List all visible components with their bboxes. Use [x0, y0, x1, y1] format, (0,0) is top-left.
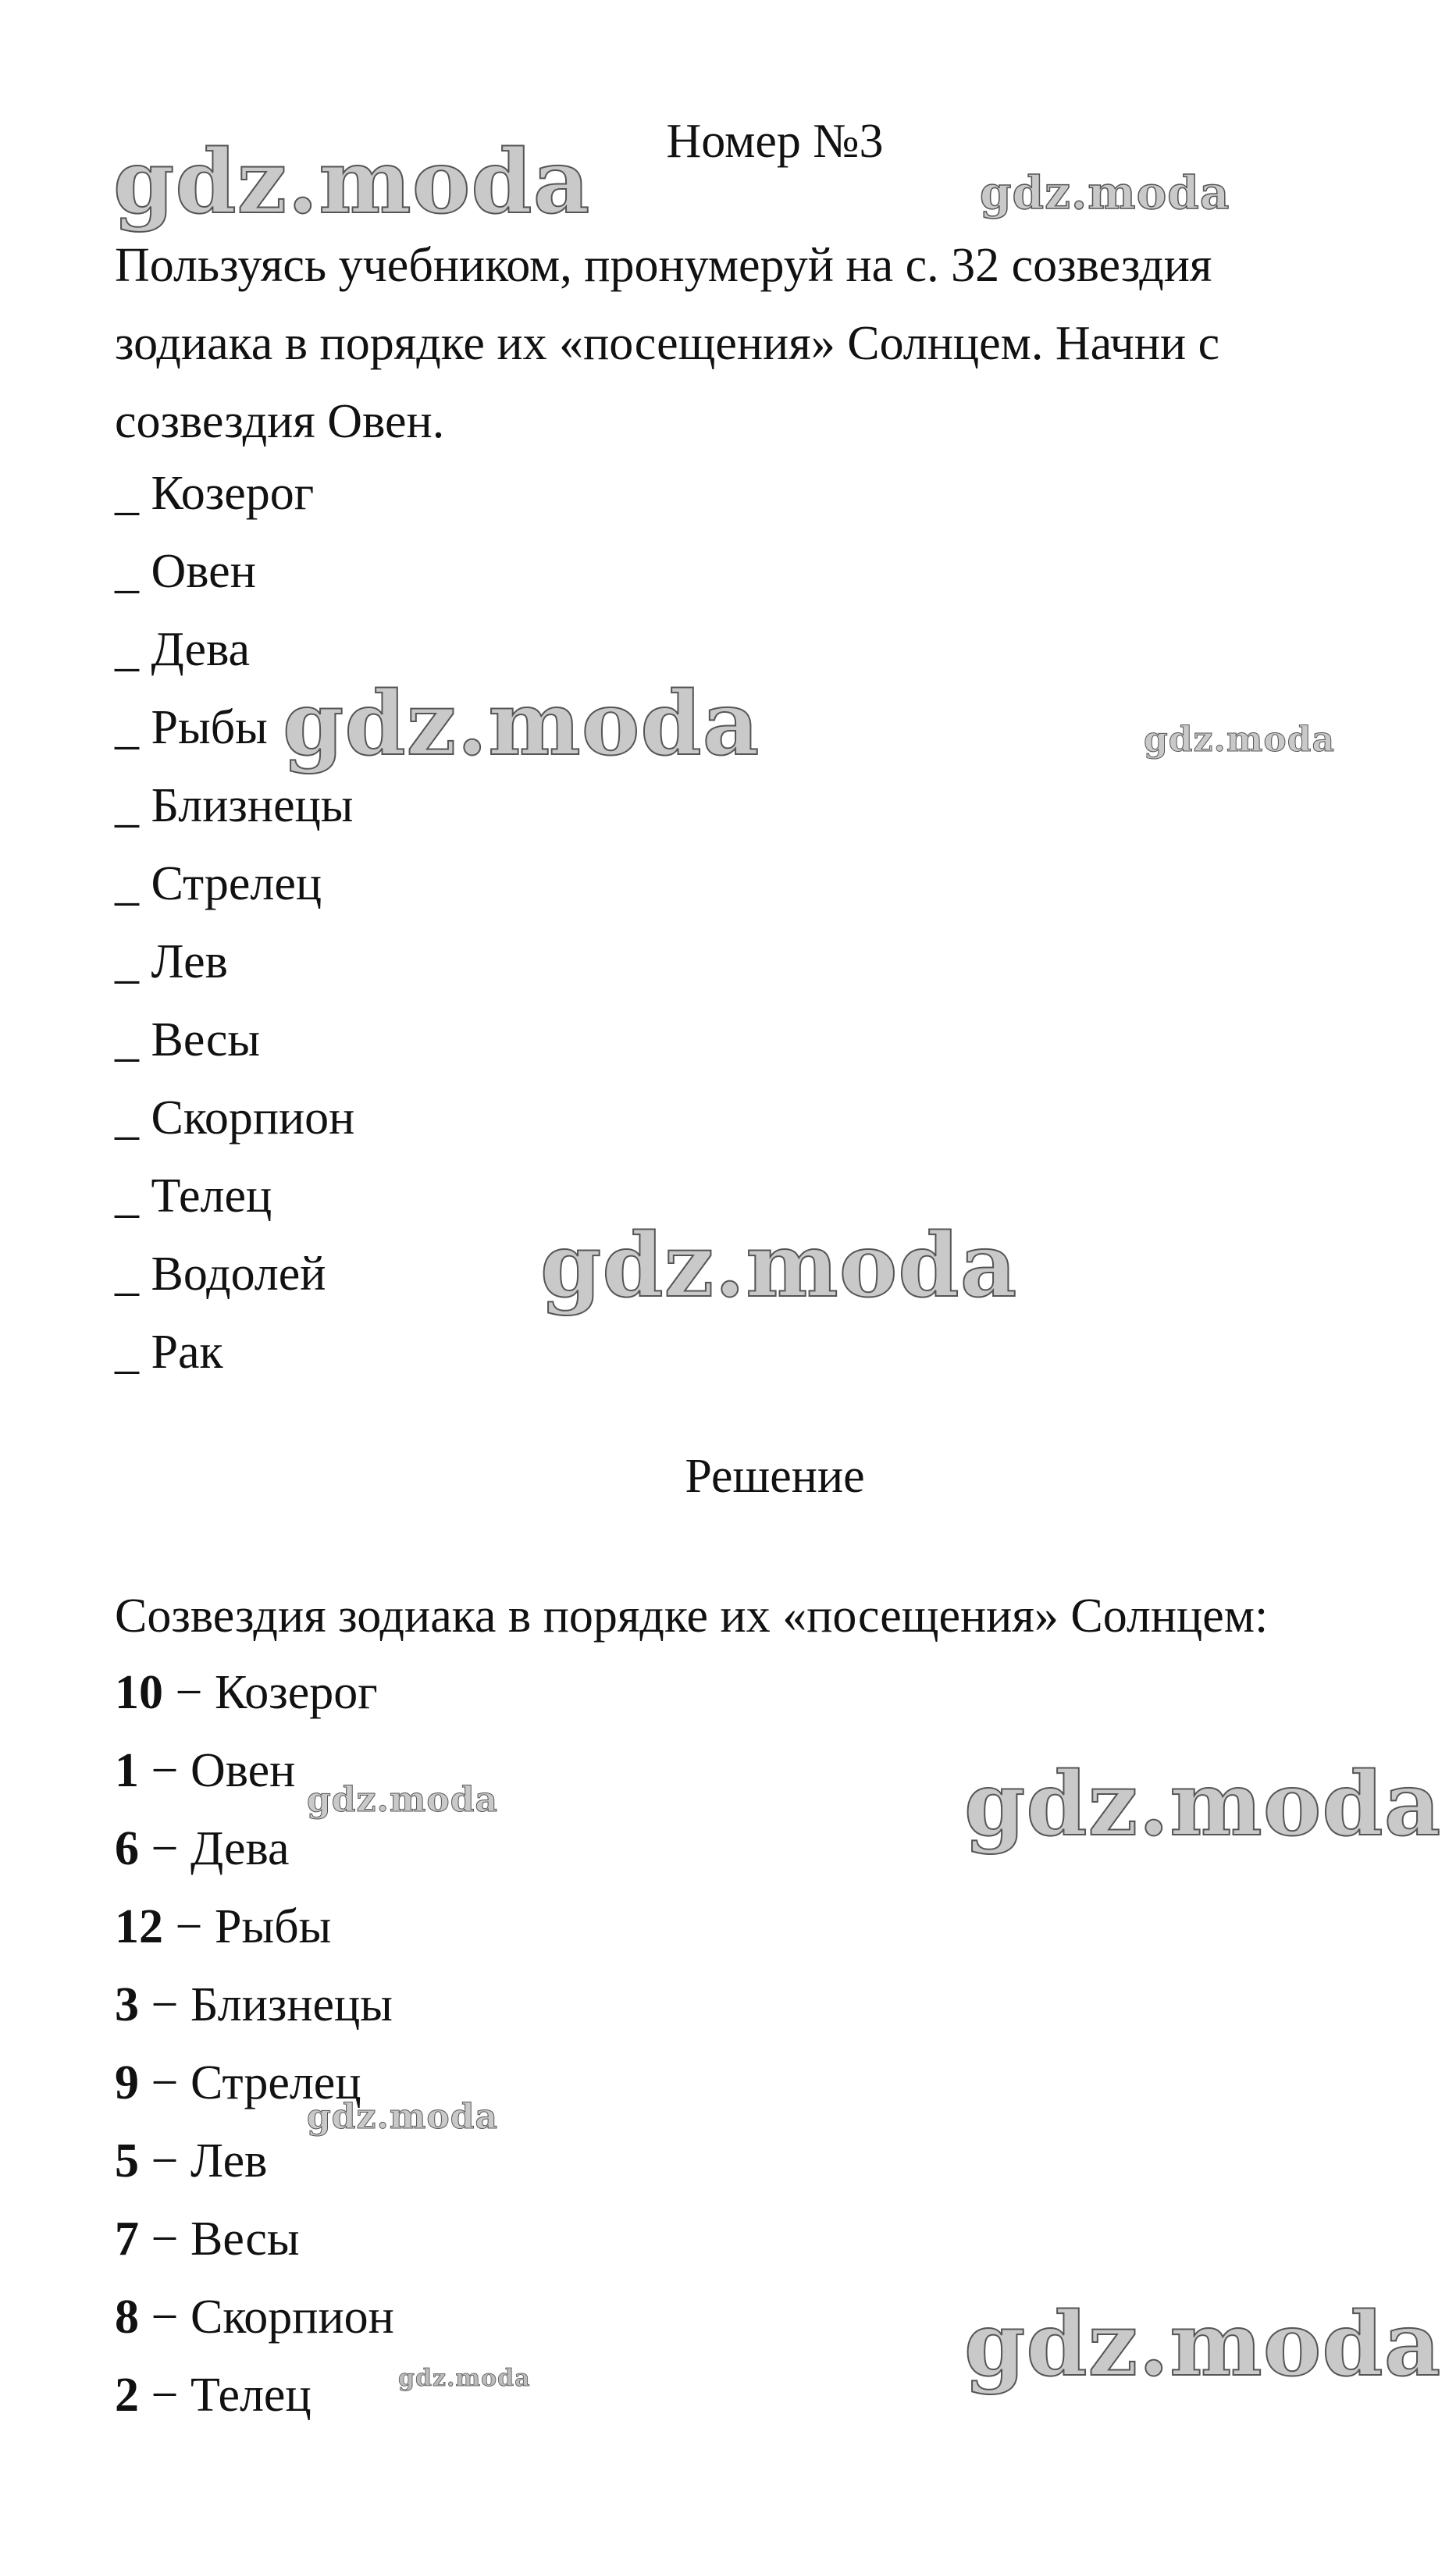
list-item: _ Лев	[115, 935, 228, 988]
answer-name: − Телец	[139, 2369, 311, 2422]
answer-name: − Близнецы	[139, 1978, 393, 2031]
answer-number: 2	[115, 2369, 139, 2422]
solution-title: Решение	[685, 1450, 865, 1503]
answer-name: − Дева	[139, 1822, 290, 1875]
watermark: gdz.moda	[307, 2097, 499, 2137]
task-prompt: Пользуясь учебником, пронумеруй на с. 32 созвездия зодиака в порядке их «посещения» Солнцем. Начни с созвездия Овен.	[115, 239, 1220, 448]
list-item: _ Весы	[115, 1013, 261, 1066]
answer-number: 8	[115, 2291, 139, 2344]
answer-name: − Скорпион	[139, 2291, 394, 2344]
answer-item	[115, 2200, 394, 2278]
answer-item	[115, 1966, 394, 2044]
list-item: _ Овен	[115, 545, 256, 598]
list-item: _ Близнецы	[115, 779, 354, 832]
answer-number: 5	[115, 2134, 139, 2188]
answer-number: 3	[115, 1978, 139, 2031]
watermark: gdz.moda	[964, 1753, 1442, 1856]
watermark: gdz.moda	[398, 2365, 531, 2392]
watermark: gdz.moda	[980, 166, 1230, 219]
list-item: _ Дева	[115, 623, 251, 676]
answer-name: − Овен	[139, 1744, 296, 1797]
watermark: gdz.moda	[113, 131, 591, 233]
watermark: gdz.moda	[540, 1215, 1018, 1317]
solution-intro: Созвездия зодиака в порядке их «посещения» Солнцем:	[115, 1589, 1269, 1643]
constellation-answer-list	[115, 1654, 394, 2434]
task-title: Номер №3	[666, 115, 884, 168]
answer-number: 9	[115, 2056, 139, 2109]
answer-item	[115, 2278, 394, 2356]
answer-number: 6	[115, 1822, 139, 1875]
answer-number: 7	[115, 2212, 139, 2266]
answer-item	[115, 1654, 394, 1732]
answer-item	[115, 2356, 394, 2434]
list-item: _ Козерог	[115, 467, 315, 520]
answer-number: 10	[115, 1666, 163, 1719]
answer-name: − Лев	[139, 2134, 268, 2188]
answer-item	[115, 1888, 394, 1966]
list-item: _ Рак	[115, 1326, 223, 1379]
answer-name: − Стрелец	[139, 2056, 361, 2109]
watermark: gdz.moda	[307, 1780, 499, 1820]
list-item: _ Скорпион	[115, 1091, 355, 1145]
answer-name: − Козерог	[163, 1666, 378, 1719]
answer-number: 12	[115, 1900, 163, 1953]
answer-name: − Рыбы	[163, 1900, 332, 1953]
watermark: gdz.moda	[964, 2294, 1442, 2396]
watermark: gdz.moda	[1144, 720, 1336, 760]
list-item: _ Стрелец	[115, 857, 322, 910]
list-item: _ Водолей	[115, 1248, 326, 1301]
answer-item	[115, 1810, 394, 1888]
list-item: _ Телец	[115, 1169, 272, 1223]
constellation-blank-list	[115, 454, 354, 1391]
list-item: _ Рыбы	[115, 701, 268, 754]
watermark: gdz.moda	[283, 673, 760, 775]
answer-name: − Весы	[139, 2212, 300, 2266]
answer-number: 1	[115, 1744, 139, 1797]
